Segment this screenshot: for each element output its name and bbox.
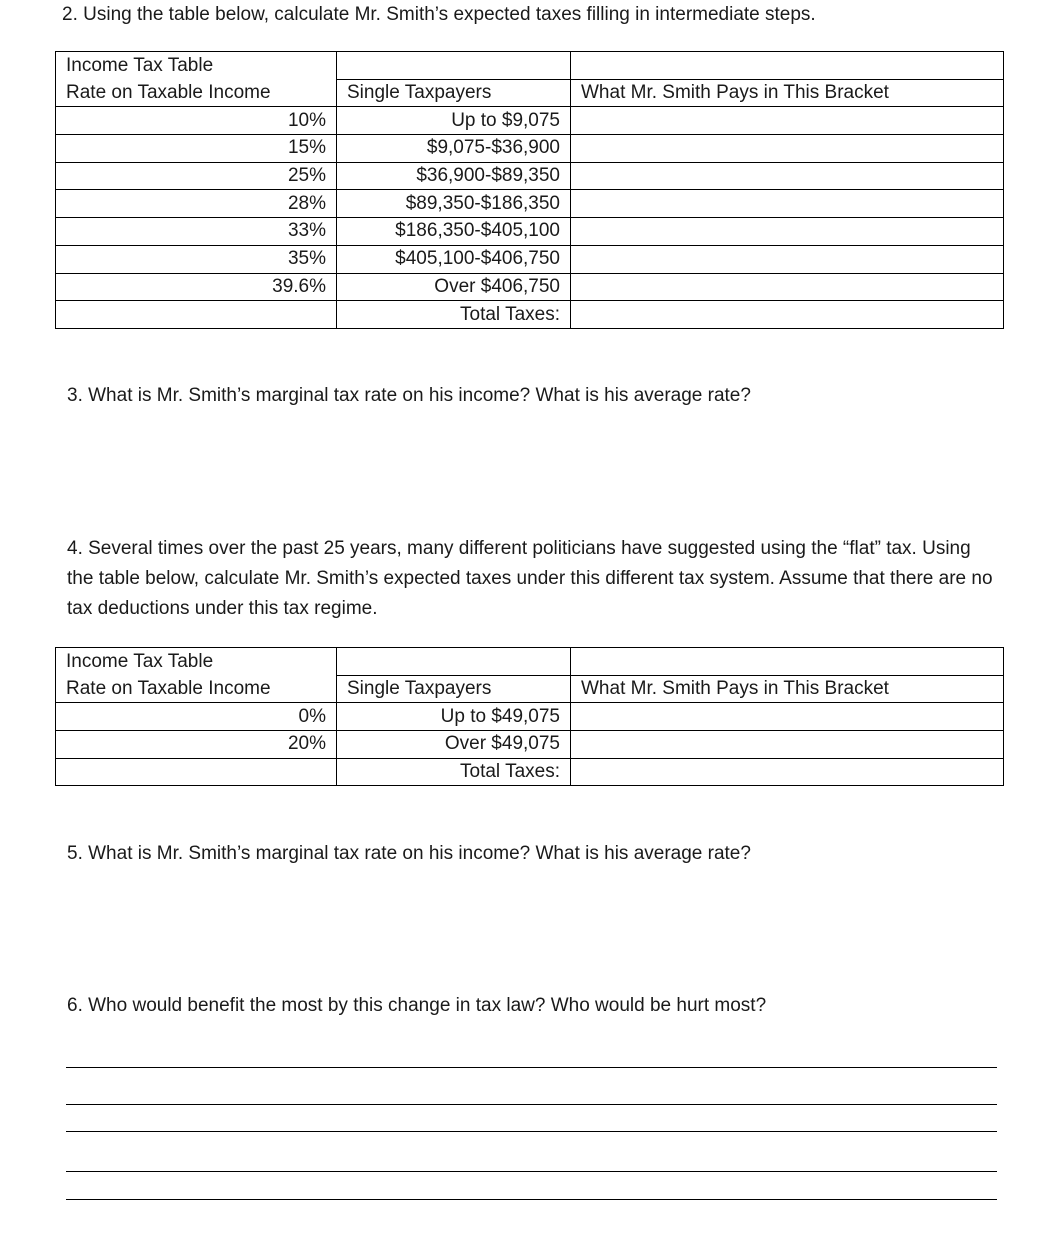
answer-cell[interactable]: [571, 218, 1004, 246]
question-6: 6. Who would benefit the most by this change in tax law? Who would be hurt most?: [67, 995, 767, 1016]
bracket-cell: Over $406,750: [337, 273, 571, 301]
answer-cell[interactable]: [571, 273, 1004, 301]
total-row: [56, 758, 1004, 786]
bracket-cell: $9,075-$36,900: [337, 135, 571, 163]
question-2: 2. Using the table below, calculate Mr. Smith’s expected taxes filling in intermediate steps.: [62, 4, 816, 25]
empty-cell: [56, 301, 337, 329]
rate-cell: 33%: [56, 218, 337, 246]
table-title-row: [56, 648, 1004, 676]
table-row: [56, 135, 1004, 163]
rate-cell: 28%: [56, 190, 337, 218]
bracket-column-header: Single Taxpayers: [337, 675, 571, 703]
answer-cell[interactable]: [571, 731, 1004, 759]
bracket-cell: Over $49,075: [337, 731, 571, 759]
answer-cell[interactable]: [571, 190, 1004, 218]
empty-cell: [571, 648, 1004, 676]
rate-column-header: Rate on Taxable Income: [56, 675, 337, 703]
table-header-row: [56, 675, 1004, 703]
table-title-row: [56, 52, 1004, 80]
empty-cell: [337, 52, 571, 80]
rate-cell: 20%: [56, 731, 337, 759]
rate-cell: 35%: [56, 245, 337, 273]
table-title: Income Tax Table: [56, 52, 337, 80]
table-row: [56, 245, 1004, 273]
answer-line[interactable]: [66, 1171, 997, 1172]
answer-cell[interactable]: [571, 135, 1004, 163]
rate-cell: 15%: [56, 135, 337, 163]
table-row: [56, 731, 1004, 759]
table-header-row: [56, 79, 1004, 107]
bracket-cell: Up to $49,075: [337, 703, 571, 731]
table-row: [56, 218, 1004, 246]
rate-cell: 25%: [56, 162, 337, 190]
question-3: 3. What is Mr. Smith’s marginal tax rate on his income? What is his average rate?: [67, 385, 751, 406]
answer-line[interactable]: [66, 1199, 997, 1200]
answer-line[interactable]: [66, 1131, 997, 1132]
question-5: 5. What is Mr. Smith’s marginal tax rate on his income? What is his average rate?: [67, 843, 751, 864]
bracket-cell: $89,350-$186,350: [337, 190, 571, 218]
rate-column-header: Rate on Taxable Income: [56, 79, 337, 107]
progressive-tax-table: [55, 51, 1004, 329]
bracket-cell: Up to $9,075: [337, 107, 571, 135]
answer-cell[interactable]: [571, 245, 1004, 273]
bracket-cell: $405,100-$406,750: [337, 245, 571, 273]
total-answer-cell[interactable]: [571, 758, 1004, 786]
answer-line[interactable]: [66, 1104, 997, 1105]
total-label: Total Taxes:: [337, 301, 571, 329]
total-label: Total Taxes:: [337, 758, 571, 786]
total-answer-cell[interactable]: [571, 301, 1004, 329]
table-row: [56, 273, 1004, 301]
empty-cell: [56, 758, 337, 786]
answer-line[interactable]: [66, 1067, 997, 1068]
rate-cell: 10%: [56, 107, 337, 135]
total-row: [56, 301, 1004, 329]
answer-cell[interactable]: [571, 703, 1004, 731]
empty-cell: [337, 648, 571, 676]
answer-cell[interactable]: [571, 107, 1004, 135]
flat-tax-table: [55, 647, 1004, 786]
question-4: 4. Several times over the past 25 years, many different politicians have suggested using the “flat” tax. Using the table below, calculate Mr. Smith’s expected taxes under this different tax system. Assume that there are no tax deductions under this tax regime.: [67, 538, 993, 619]
table-row: [56, 703, 1004, 731]
empty-cell: [571, 52, 1004, 80]
bracket-cell: $36,900-$89,350: [337, 162, 571, 190]
rate-cell: 39.6%: [56, 273, 337, 301]
rate-cell: 0%: [56, 703, 337, 731]
table-row: [56, 162, 1004, 190]
bracket-cell: $186,350-$405,100: [337, 218, 571, 246]
pays-column-header: What Mr. Smith Pays in This Bracket: [571, 79, 1004, 107]
table-row: [56, 107, 1004, 135]
pays-column-header: What Mr. Smith Pays in This Bracket: [571, 675, 1004, 703]
bracket-column-header: Single Taxpayers: [337, 79, 571, 107]
table-title: Income Tax Table: [56, 648, 337, 676]
table-row: [56, 190, 1004, 218]
answer-cell[interactable]: [571, 162, 1004, 190]
